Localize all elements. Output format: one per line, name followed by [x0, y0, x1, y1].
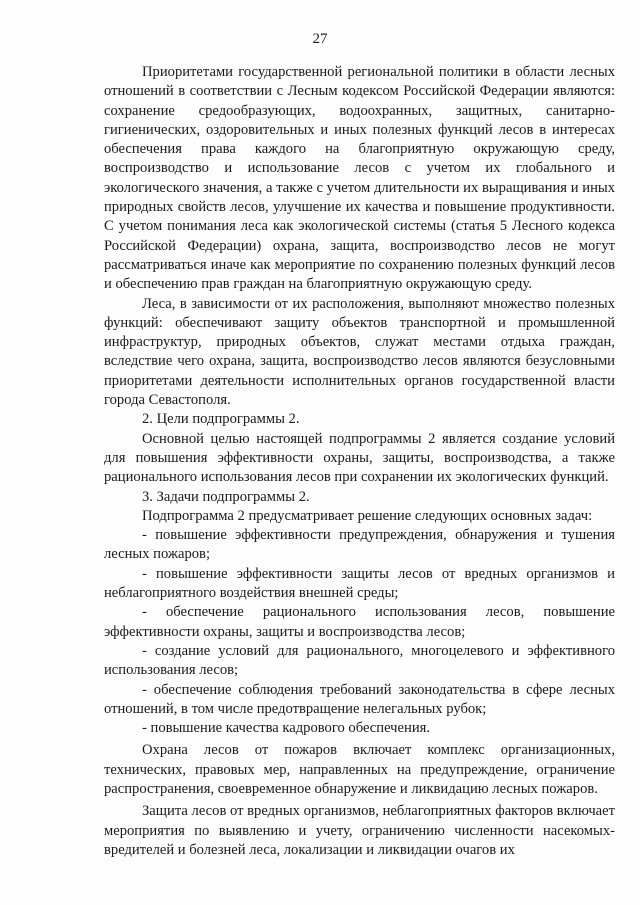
heading-tasks: 3. Задачи подпрограммы 2. — [142, 488, 310, 505]
task-item: - создание условий для рационального, многоцелевого и эффективного использования лесов; — [104, 642, 615, 679]
task-item: - повышение эффективности защиты лесов от вредных организмов и неблагоприятного воздействия внешней среды; — [104, 565, 615, 602]
document-body — [104, 63, 615, 860]
paragraph-priorities: Приоритетами государственной региональной политики в области лесных отношений в соответствии с Лесным кодексом Российской Федерации являются: сохранение средообразующих, водоохранных, защитных, санитарно-гигиенических, оздоровительных и иных полезных функций лесов в интересах обеспечения права каждого на благоприятную окружающую среду, воспроизводство и использование лесов с учетом их глобального и экологического значения, а также с учетом длительности их выращивания и иных природных свойств лесов, улучшение их качества и повышение продуктивности. С учетом понимания леса как экологической системы (статья 5 Лесного кодекса Российской Федерации) охрана, защита, воспроизводство лесов не могут рассматриваться иначе как мероприятие по сохранению полезных функций лесов и обеспечению прав граждан на благоприятную окружающую среду. — [104, 64, 615, 293]
paragraph-fire-protection: Охрана лесов от пожаров включает комплекс организационных, технических, правовых мер, направленных на предупреждение, ограничение распространения, своевременное обнаружение и ликвидацию лесных пожаров. — [104, 742, 615, 797]
task-item: - обеспечение рационального использования лесов, повышение эффективности охраны, защиты и воспроизводства лесов; — [104, 604, 615, 640]
paragraph-pest-protection: Защита лесов от вредных организмов, неблагоприятных факторов включает мероприятия по выявлению и учету, ограничению численности насекомых-вредителей и болезней леса, локализации и ликвидации очагов их — [104, 803, 615, 858]
paragraph-tasks-intro: Подпрограмма 2 предусматривает решение следующих основных задач: — [142, 507, 593, 524]
heading-goals: 2. Цели подпрограммы 2. — [142, 411, 300, 428]
paragraph-main-goal: Основной целью настоящей подпрограммы 2 является создание условий для повышения эффективности охраны, защиты, воспроизводства, а также рационального использования лесов при сохранении их экологических функций. — [104, 430, 615, 486]
task-item: - повышение эффективности предупреждения, обнаружения и тушения лесных пожаров; — [104, 527, 615, 563]
paragraph-forest-functions: Леса, в зависимости от их расположения, выполняют множество полезных функций: обеспечивают защиту объектов транспортной и промышленной инфраструктур, природных объектов, служат местами отдыха граждан, вследствие чего охрана, защита, воспроизводство лесов являются безусловными приоритетами деятельности исполнительных органов государственной власти города Севастополя. — [104, 295, 615, 409]
task-item: - повышение качества кадрового обеспечения. — [142, 720, 430, 737]
page-number: 27 — [312, 31, 328, 47]
task-item: - обеспечение соблюдения требований законодательства в сфере лесных отношений, в том числе предотвращение нелегальных рубок; — [104, 681, 615, 717]
